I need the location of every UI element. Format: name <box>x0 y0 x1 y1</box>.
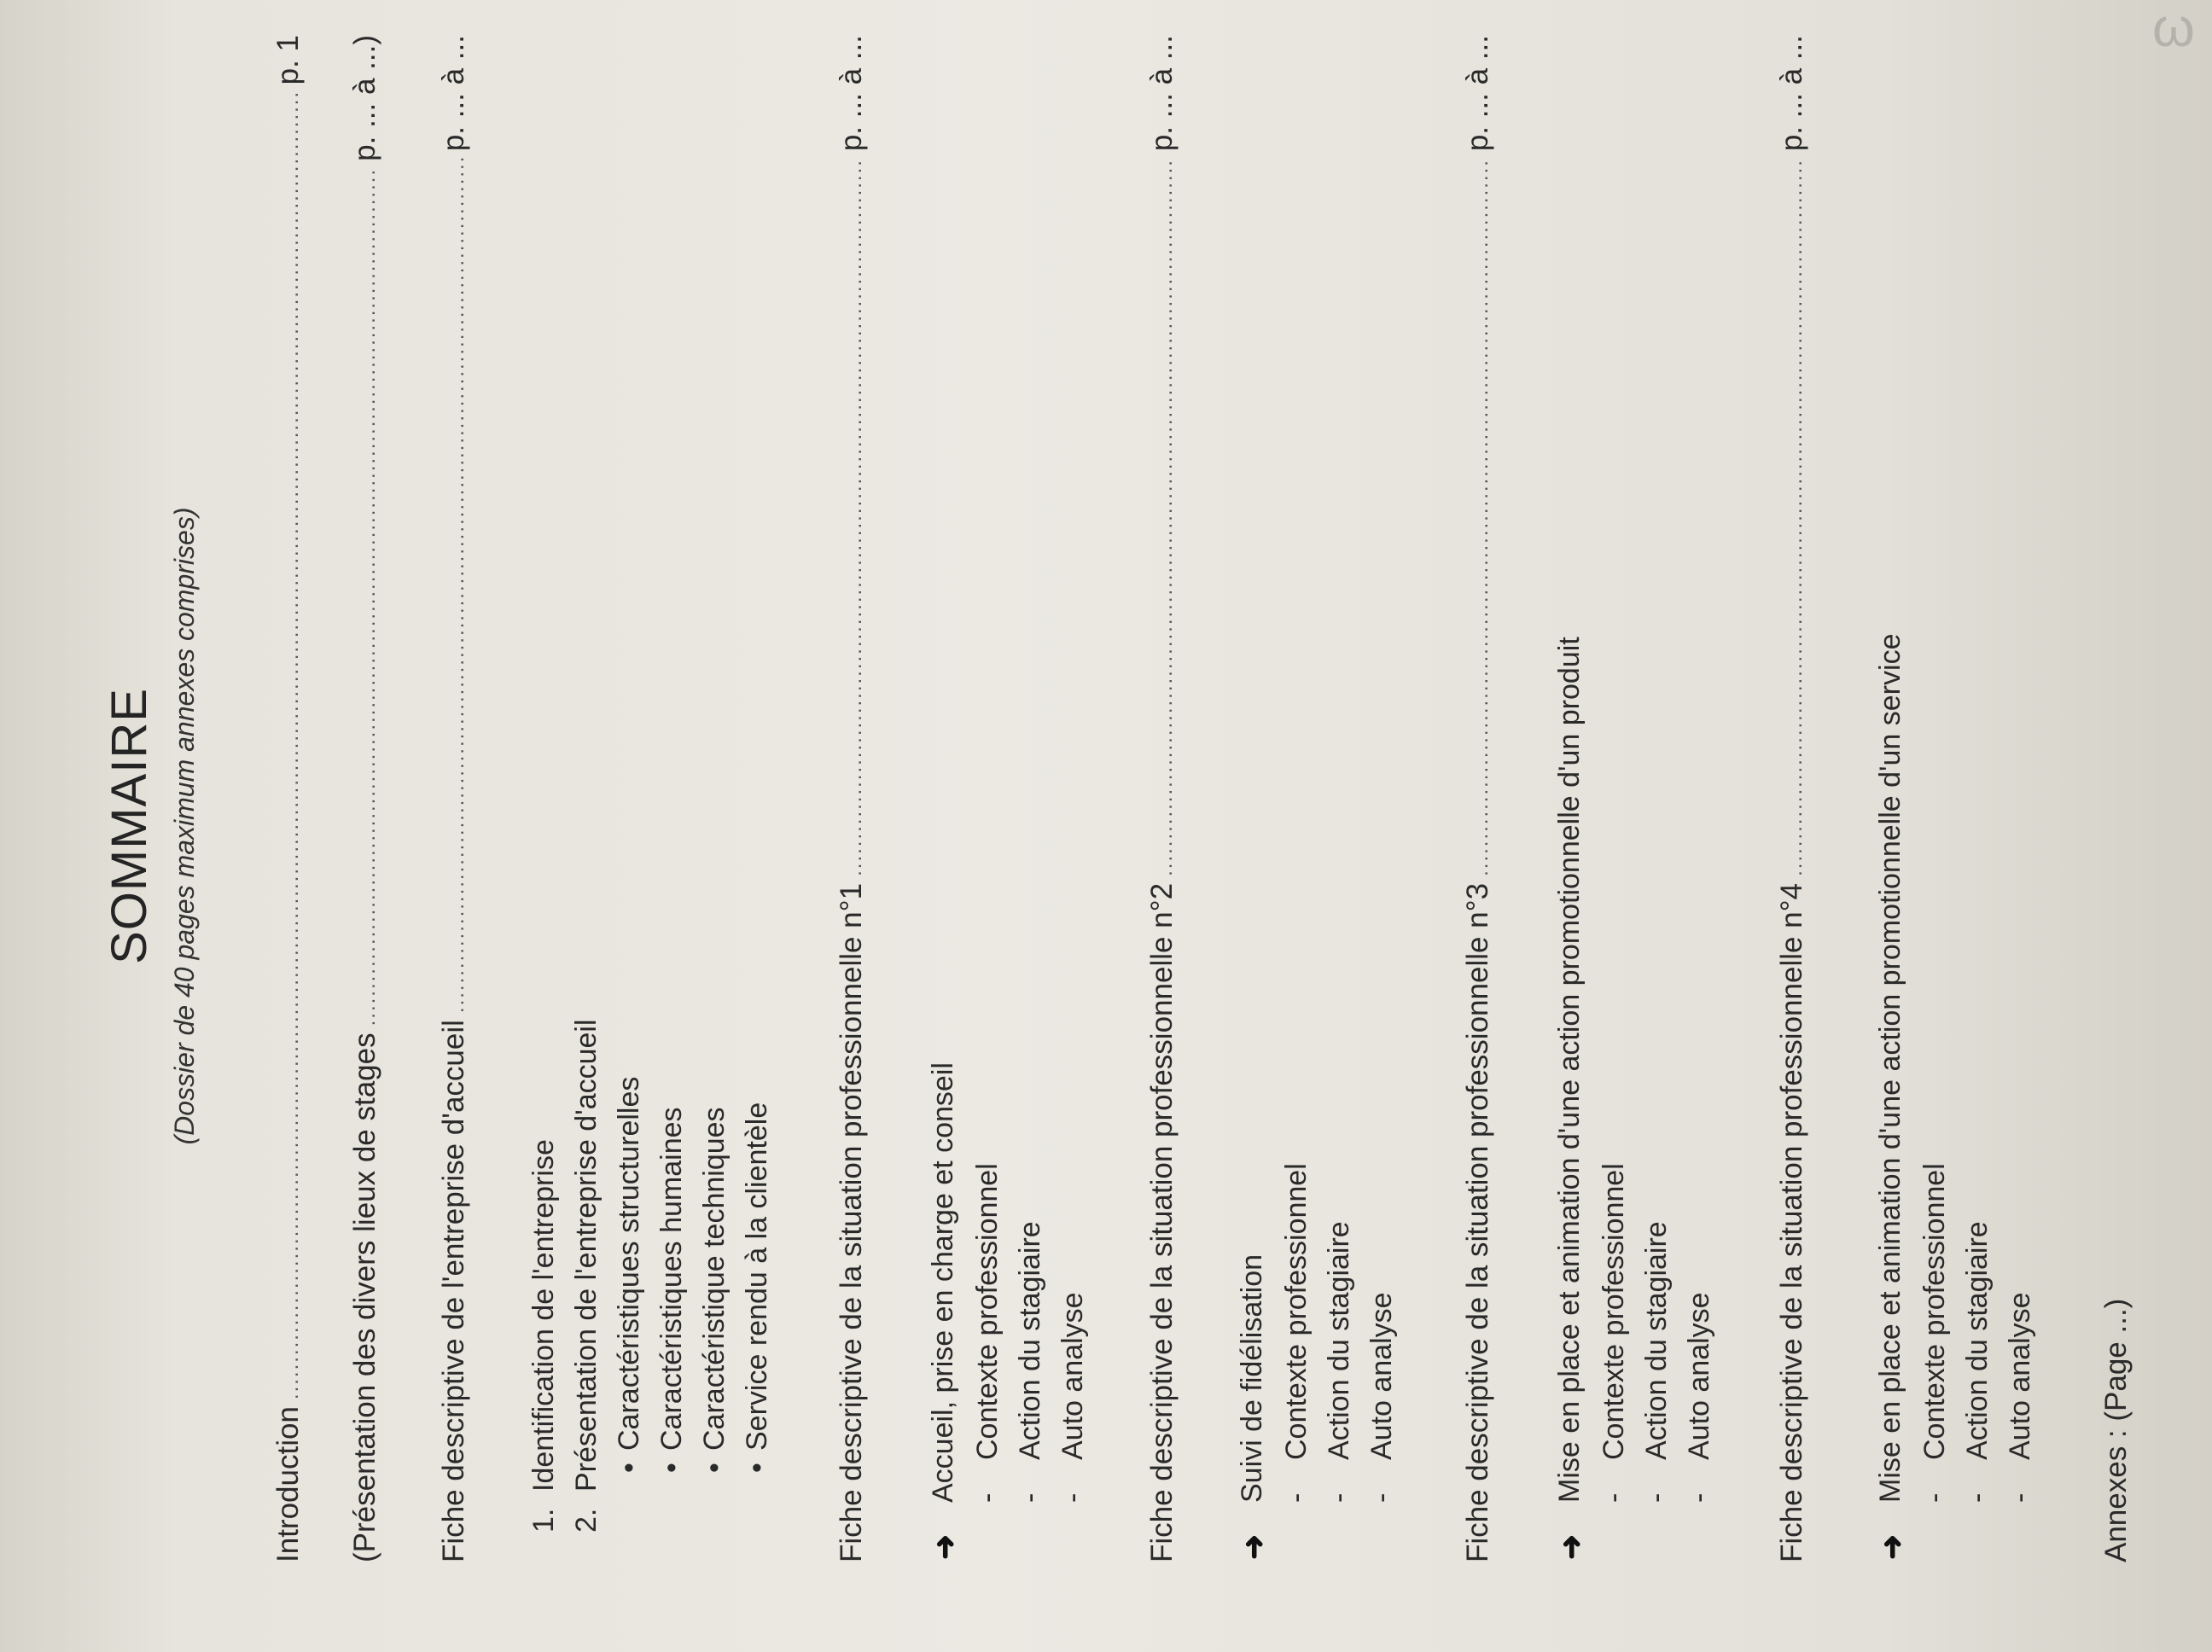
toc-row-situation-2 <box>1145 35 1179 1562</box>
document-subtitle: (Dossier de 40 pages maximum annexes comprises) <box>169 507 200 1145</box>
toc-row-situation-3 <box>1461 35 1495 1562</box>
toc-page: p. ... à ... <box>1775 35 1808 152</box>
dash-item: -Auto analyse <box>1365 1292 1398 1503</box>
toc-leader <box>280 91 304 1399</box>
page-corner-mark: ω <box>2152 0 2195 58</box>
right-arrow-icon: ➜ <box>1874 1533 1909 1560</box>
dash-item: -Contexte professionnel <box>971 1163 1004 1503</box>
toc-leader <box>1470 158 1493 876</box>
toc-leader <box>1784 158 1807 876</box>
situation-heading: Accueil, prise en charge et conseil <box>927 1062 959 1503</box>
toc-label: Introduction <box>271 1406 305 1562</box>
toc-label: (Présentation des divers lieux de stages <box>348 1032 381 1562</box>
toc-label: Fiche descriptive de la situation professionnelle n°4 <box>1775 882 1808 1562</box>
dash-item: -Contexte professionnel <box>1598 1163 1630 1503</box>
document-title: SOMMAIRE <box>102 688 157 964</box>
dash-item: -Contexte professionnel <box>1280 1163 1313 1503</box>
toc-row-situation-1 <box>835 35 869 1562</box>
dash-item: -Action du stagiaire <box>1323 1221 1355 1503</box>
situation-heading: Mise en place et animation d'une action promotionnelle d'un service <box>1874 633 1906 1503</box>
toc-row-introduction <box>271 35 306 1562</box>
toc-label: Fiche descriptive de la situation professionnelle n°2 <box>1145 882 1179 1562</box>
toc-page: p. ... à ... <box>1145 35 1179 152</box>
toc-page: p. ... à ...) <box>348 35 381 161</box>
situation-heading: Mise en place et animation d'une action promotionnelle d'un produit <box>1553 637 1586 1503</box>
dash-item: -Action du stagiaire <box>1961 1221 1994 1503</box>
toc-page: p. ... à ... <box>437 35 470 152</box>
toc-page: p. ... à ... <box>1461 35 1494 152</box>
dash-item: -Auto analyse <box>1057 1292 1089 1503</box>
toc-row-entreprise <box>437 35 471 1562</box>
dash-item: -Auto analyse <box>2004 1292 2036 1503</box>
right-arrow-icon: ➜ <box>1236 1533 1271 1560</box>
numbered-item: 2.Présentation de l'entreprise d'accueil <box>570 1019 602 1533</box>
numbered-item: 1.Identification de l'entreprise <box>527 1139 560 1533</box>
bullet-item: •Caractéristiques humaines <box>655 1107 688 1473</box>
bullet-item: •Service rendu à la clientèle <box>741 1102 773 1473</box>
bullet-item: •Caractéristiques structurelles <box>613 1076 645 1473</box>
toc-leader <box>843 158 867 876</box>
toc-leader <box>1154 158 1178 876</box>
dash-item: -Auto analyse <box>1683 1292 1715 1503</box>
toc-label: Fiche descriptive de la situation professionnelle n°3 <box>1461 882 1494 1562</box>
dash-item: -Action du stagiaire <box>1640 1221 1673 1503</box>
toc-label: Fiche descriptive de l'entreprise d'accueil <box>437 1020 470 1562</box>
dash-item: -Action du stagiaire <box>1014 1221 1046 1503</box>
toc-row-situation-4 <box>1775 35 1809 1562</box>
toc-label: Fiche descriptive de la situation professionnelle n°1 <box>835 882 868 1562</box>
situation-heading: Suivi de fidélisation <box>1236 1254 1268 1503</box>
toc-row-lieux-stages <box>348 35 382 1562</box>
toc-page: p. ... à ... <box>835 35 868 152</box>
right-arrow-icon: ➜ <box>927 1533 962 1560</box>
toc-page: p. 1 <box>271 35 305 85</box>
right-arrow-icon: ➜ <box>1553 1533 1588 1560</box>
toc-leader <box>357 168 381 1027</box>
annexes-line: Annexes : (Page ...) <box>2099 1298 2133 1562</box>
dash-item: -Contexte professionnel <box>1918 1163 1951 1503</box>
bullet-item: •Caractéristique techniques <box>698 1107 731 1473</box>
toc-leader <box>445 158 469 1013</box>
